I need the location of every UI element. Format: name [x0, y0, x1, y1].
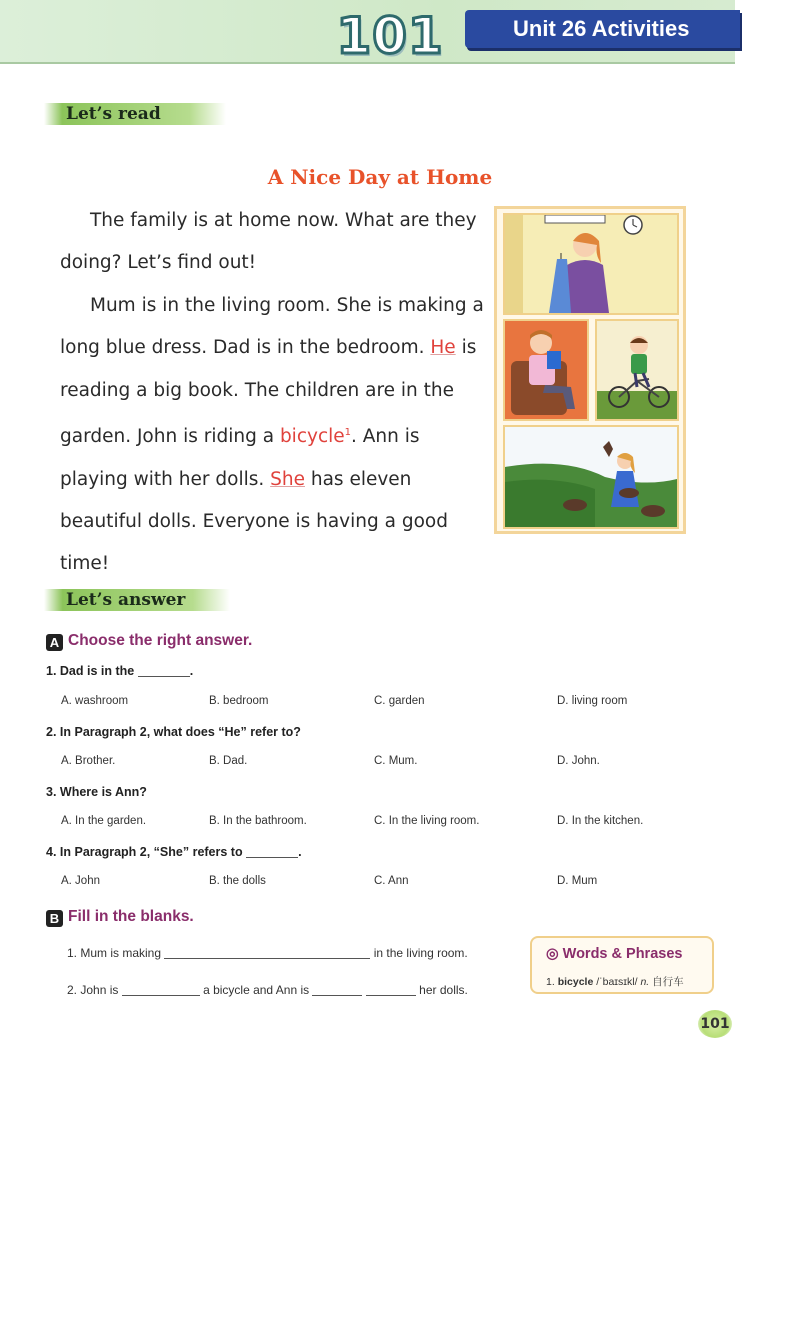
fill-2-start: 2. John is — [67, 983, 119, 997]
story-text-part: is reading a big book. The children are in the garden. John is riding a — [60, 337, 477, 448]
unit-title-tab: Unit 26 Activities — [465, 10, 740, 48]
q3-option-b[interactable]: B. In the bathroom. — [209, 815, 307, 827]
question-4 — [46, 845, 302, 859]
fill-1-end: in the living room. — [373, 946, 468, 960]
fill-2-end: her dolls. — [419, 983, 468, 997]
part-b-heading — [46, 908, 194, 927]
vocab-word: bicycle — [557, 976, 594, 988]
mum-dress-illustration — [505, 215, 677, 313]
q4-option-d[interactable]: D. Mum — [557, 875, 598, 887]
words-phrases-title-text: Words & Phrases — [562, 946, 683, 962]
fill-sentence-1 — [67, 946, 468, 960]
vocab-part-of-speech: n. — [640, 976, 650, 988]
vocab-phonetic: /ˈbaɪsɪkl/ — [596, 976, 638, 988]
q3-option-c[interactable]: C. In the living room. — [374, 815, 480, 827]
fill-2-middle: a bicycle and Ann is — [203, 983, 310, 997]
question-1-blank[interactable] — [138, 676, 190, 677]
question-1-text: 1. Dad is in the — [46, 664, 135, 678]
q1-option-a[interactable]: A. washroom — [61, 695, 129, 707]
question-3: 3. Where is Ann? — [46, 785, 147, 799]
ann-dolls-picture — [503, 425, 679, 529]
q4-option-b[interactable]: B. the dolls — [209, 875, 266, 887]
story-paragraph-1: The family is at home now. What are they doing? Let’s find out! — [60, 210, 477, 274]
fill-1-blank[interactable] — [164, 958, 370, 959]
q2-option-c[interactable]: C. Mum. — [374, 755, 418, 767]
q2-option-d[interactable]: D. John. — [557, 755, 600, 767]
vocab-entry-bicycle — [546, 974, 684, 989]
q1-option-c[interactable]: C. garden — [374, 695, 425, 707]
question-1 — [46, 664, 193, 678]
fill-2-blank-3[interactable] — [366, 995, 416, 996]
part-b-heading-text: Fill in the blanks. — [68, 908, 194, 925]
question-4-period: . — [298, 845, 302, 859]
fill-1-start: 1. Mum is making — [67, 946, 162, 960]
john-bicycle-picture — [595, 319, 679, 421]
highlight-bicycle: bicycle — [279, 426, 345, 448]
part-a-heading — [46, 632, 252, 651]
q3-option-d[interactable]: D. In the kitchen. — [557, 815, 644, 827]
fill-2-blank-1[interactable] — [122, 995, 200, 996]
page-number-large: 101 — [336, 7, 444, 65]
words-phrases-title — [546, 946, 682, 962]
question-4-text: 4. In Paragraph 2, “She” refers to — [46, 845, 243, 859]
q4-option-c[interactable]: C. Ann — [374, 875, 409, 887]
story-title: A Nice Day at Home — [267, 165, 493, 189]
lets-answer-label: Let’s answer — [66, 590, 186, 610]
q4-option-a[interactable]: A. John — [61, 875, 100, 887]
fill-sentence-2 — [67, 983, 468, 997]
part-a-badge: A — [46, 634, 63, 651]
lets-read-ribbon — [44, 103, 226, 125]
vocab-entry-number: 1. — [546, 976, 555, 988]
q2-option-b[interactable]: B. Dad. — [209, 755, 248, 767]
double-circle-icon: ◎ — [546, 946, 559, 962]
q2-option-a[interactable]: A. Brother. — [61, 755, 116, 767]
q1-option-d[interactable]: D. living room — [557, 695, 628, 707]
lets-answer-ribbon — [44, 589, 230, 611]
vocab-meaning: 自行车 — [652, 976, 684, 988]
story-text-part: . Ann is playing with her dolls. — [60, 426, 420, 490]
illustration-panel — [494, 206, 686, 534]
highlight-she: She — [270, 468, 305, 490]
story-text-part: has eleven beautiful dolls. Everyone is having a good time! — [60, 468, 448, 575]
footnote-marker: 1 — [344, 427, 352, 439]
story-text-part: Mum is in the living room. She is making a long blue dress. Dad is in the bedroom. — [60, 294, 484, 359]
part-b-badge: B — [46, 910, 63, 927]
words-phrases-box — [530, 936, 714, 994]
dad-reading-illustration — [505, 321, 587, 419]
story-paragraph-2 — [60, 285, 485, 586]
highlight-he: He — [430, 337, 456, 359]
q1-option-b[interactable]: B. bedroom — [209, 695, 269, 707]
dad-reading-picture — [503, 319, 589, 421]
question-2: 2. In Paragraph 2, what does “He” refer to? — [46, 725, 301, 739]
ann-dolls-illustration — [505, 427, 677, 527]
page-number-footer: 101 — [698, 1010, 732, 1038]
john-bicycle-illustration — [597, 321, 677, 419]
fill-2-blank-2[interactable] — [312, 995, 362, 996]
mum-dress-picture — [503, 213, 679, 315]
lets-read-label: Let’s read — [66, 104, 161, 124]
q3-option-a[interactable]: A. In the garden. — [61, 815, 147, 827]
story-text — [60, 200, 485, 586]
part-a-heading-text: Choose the right answer. — [68, 632, 253, 649]
question-1-period: . — [189, 664, 194, 678]
question-4-blank[interactable] — [246, 857, 298, 858]
